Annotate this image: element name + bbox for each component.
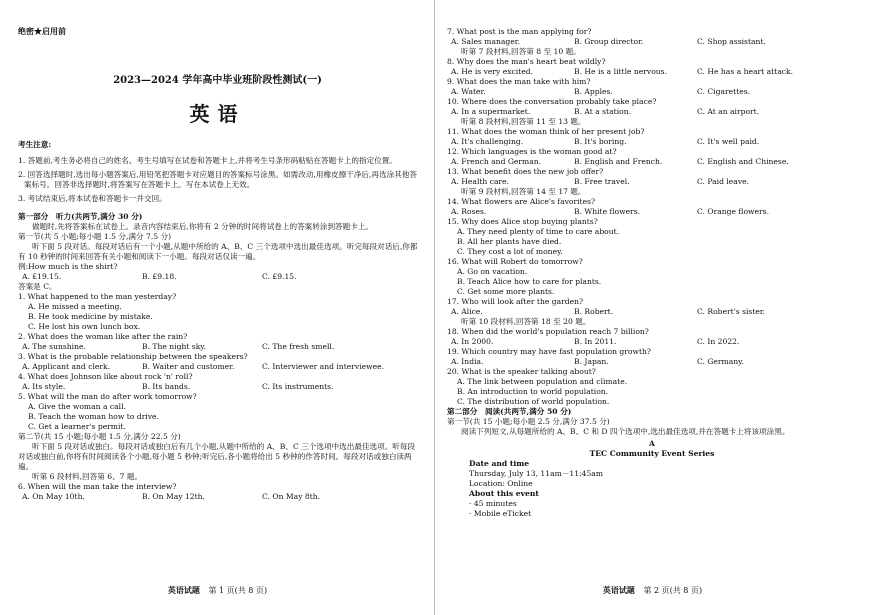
question-6: 6. When will the man take the interview? — [18, 482, 177, 491]
option-a: A. He missed a meeting. — [28, 302, 122, 311]
page2-footer — [435, 585, 870, 596]
option-c: C. Robert's sister. — [697, 307, 766, 316]
option-b: B. Its bands. — [142, 382, 191, 391]
footer-label: 英语试题 — [602, 585, 635, 595]
question-13: 13. What benefit does the new job offer? — [447, 167, 604, 176]
option-b: B. Teach Alice how to care for plants. — [457, 277, 602, 286]
option-c: C. English and Chinese. — [697, 157, 789, 166]
option-a: A. Give the woman a call. — [28, 402, 126, 411]
part2-heading: 第二部分 阅读(共两节,满分 50 分) — [447, 407, 572, 416]
option-b: B. In 2011. — [574, 337, 617, 346]
option-b: B. An introduction to world population. — [457, 387, 609, 396]
option-a: A. Roses. — [451, 207, 487, 216]
option-a: A. India. — [451, 357, 484, 366]
option-b: B. English and French. — [574, 157, 663, 166]
option-c: C. Cigarettes. — [697, 87, 751, 96]
option-c: C. Its instruments. — [262, 382, 334, 391]
option-c: C. Shop assistant. — [697, 37, 766, 46]
option-c: C. The distribution of world population. — [457, 397, 610, 406]
part1-intro: 做题时,先将答案标在试卷上。录音内容结束后,你将有 2 分钟的时间将试卷上的答案转涂到答题卡上。 — [32, 222, 374, 231]
question-2: 2. What does the woman like after the rain? — [18, 332, 188, 341]
page1-body — [18, 140, 418, 502]
option-a: A. Applicant and clerk. — [22, 362, 111, 371]
question-19: 19. Which country may have fast population growth? — [447, 347, 651, 356]
option-c: C. In 2022. — [697, 337, 740, 346]
option-a: A. Alice. — [451, 307, 483, 316]
option-c: C. They cost a lot of money. — [457, 247, 563, 256]
option-a: A. In 2000. — [451, 337, 494, 346]
subject-title: 英语 — [189, 102, 246, 126]
option-a: A. He is very excited. — [451, 67, 533, 76]
option-c: C. He has a heart attack. — [697, 67, 794, 76]
option-c: C. £9.15. — [262, 272, 297, 281]
footer-page: 第 2 页(共 8 页) — [643, 586, 703, 595]
option-b: B. He is a little nervous. — [574, 67, 667, 76]
option-c: C. He lost his own lunch box. — [28, 322, 141, 331]
option-c: C. Germany. — [697, 357, 744, 366]
question-4: 4. What does Johnson like about rock 'n' roll? — [18, 372, 193, 381]
exam-title: 2023—2024 学年高中毕业班阶段性测试(一) — [113, 75, 322, 86]
note-2: 2. 回答选择题时,选出每小题答案后,用铅笔把答题卡对应题目的答案标号涂黑。如需改动,用橡皮擦干净后,再选涂其他答案标号。回答非选择题时,将答案写在答题卡上。写在本试卷上无效。 — [18, 170, 417, 189]
question-4-options — [18, 382, 418, 392]
material-9-instruction: 听第 9 段材料,回答第 14 至 17 题。 — [461, 187, 586, 196]
question-3-options — [18, 362, 418, 372]
material-6-instruction: 听第 6 段材料,回答第 6、7 题。 — [32, 472, 143, 481]
exam-page-2 — [435, 0, 870, 615]
option-b: B. It's boring. — [574, 137, 627, 146]
option-b: B. Group director. — [574, 37, 644, 46]
question-6-options — [18, 492, 418, 502]
option-b: B. Japan. — [574, 357, 609, 366]
question-8: 8. Why does the man's heart beat wildly? — [447, 57, 606, 66]
part1-heading: 第一部分 听力(共两节,满分 30 分) — [18, 212, 143, 221]
sec2-intro: 听下面 5 段对话或独白。每段对话或独白后有几个小题,从题中所给的 A、B、C 三个选项中选出最佳选项。听每段对话或独白前,你将有时间阅读各个小题,每小题 5 秒钟;听完后,各小题将给出 5 秒钟的作答时间。每段对话或独白读两遍。 — [18, 442, 416, 471]
question-7: 7. What post is the man applying for? — [447, 27, 592, 36]
page1-footer — [0, 585, 435, 596]
note-1: 1. 答题前,考生务必将自己的姓名、考生号填写在试卷和答题卡上,并将考生号条形码粘贴在答题卡上的指定位置。 — [18, 156, 397, 165]
location-text: Location: Online — [469, 479, 533, 488]
option-a: A. Its style. — [22, 382, 66, 391]
option-b: B. At a station. — [574, 107, 631, 116]
option-c: C. Get some more plants. — [457, 287, 555, 296]
question-9: 9. What does the man take with him? — [447, 77, 591, 86]
option-b: B. Free travel. — [574, 177, 630, 186]
passage-title: TEC Community Event Series — [589, 449, 715, 458]
option-b: B. £9.18. — [142, 272, 177, 281]
material-8-instruction: 听第 8 段材料,回答第 11 至 13 题。 — [461, 117, 586, 126]
question-10-options — [447, 107, 857, 117]
option-a: A. Go on vacation. — [457, 267, 528, 276]
option-a: A. They need plenty of time to care about. — [457, 227, 620, 236]
option-a: A. In a supermarket. — [451, 107, 531, 116]
option-a: A. £19.15. — [22, 272, 62, 281]
option-b: B. The night sky. — [142, 342, 207, 351]
question-1: 1. What happened to the man yesterday? — [18, 292, 177, 301]
note-3: 3. 考试结束后,将本试卷和答题卡一并交回。 — [18, 194, 167, 203]
material-10-instruction: 听第 10 段材料,回答第 18 至 20 题。 — [461, 317, 591, 326]
about-heading: About this event — [469, 489, 539, 498]
option-c: C. Interviewer and interviewee. — [262, 362, 384, 371]
question-17: 17. Who will look after the garden? — [447, 297, 584, 306]
passage-letter: A — [649, 439, 655, 448]
material-7-instruction: 听第 7 段材料,回答第 8 至 10 题。 — [461, 47, 581, 56]
question-18-options — [447, 337, 857, 347]
option-a: A. On May 10th. — [22, 492, 85, 501]
sec2-heading: 第二节(共 15 小题;每小题 1.5 分,满分 22.5 分) — [18, 432, 181, 441]
question-2-options — [18, 342, 418, 352]
option-b: B. All her plants have died. — [457, 237, 562, 246]
date-text: Thursday, July 13, 11am－11:45am — [469, 469, 604, 478]
option-a: A. Water. — [451, 87, 486, 96]
option-b: B. White flowers. — [574, 207, 641, 216]
question-18: 18. When did the world's population reach 7 billion? — [447, 327, 649, 336]
question-10: 10. Where does the conversation probably take place? — [447, 97, 657, 106]
question-12: 12. Which languages is the woman good at? — [447, 147, 617, 156]
question-15: 15. Why does Alice stop buying plants? — [447, 217, 598, 226]
option-a: A. It's challenging. — [451, 137, 524, 146]
option-c: C. On May 8th. — [262, 492, 321, 501]
question-14-options — [447, 207, 857, 217]
question-17-options — [447, 307, 857, 317]
question-7-options — [447, 37, 857, 47]
question-3: 3. What is the probable relationship between the speakers? — [18, 352, 248, 361]
option-b: B. Apples. — [574, 87, 613, 96]
notes-heading: 考生注意: — [18, 140, 52, 149]
question-20: 20. What is the speaker talking about? — [447, 367, 596, 376]
sec1-heading: 第一节(共 5 小题;每小题 1.5 分,满分 7.5 分) — [18, 232, 172, 241]
part2-sec1-heading: 第一节(共 15 小题;每小题 2.5 分,满分 37.5 分) — [447, 417, 610, 426]
question-13-options — [447, 177, 857, 187]
footer-page: 第 1 页(共 8 页) — [208, 586, 268, 595]
footer-label: 英语试题 — [167, 585, 200, 595]
option-c: C. Orange flowers. — [697, 207, 769, 216]
option-a: A. Sales manager. — [451, 37, 520, 46]
option-b: B. Teach the woman how to drive. — [28, 412, 159, 421]
question-8-options — [447, 67, 857, 77]
option-a: A. The sunshine. — [22, 342, 86, 351]
question-14: 14. What flowers are Alice's favorites? — [447, 197, 596, 206]
example-options — [18, 272, 418, 282]
option-c: C. It's well paid. — [697, 137, 760, 146]
option-a: A. The link between population and climate. — [457, 377, 628, 386]
question-9-options — [447, 87, 857, 97]
option-b: B. On May 12th. — [142, 492, 205, 501]
question-12-options — [447, 157, 857, 167]
sec1-intro: 听下面 5 段对话。每段对话后有一个小题,从题中所给的 A、B、C 三个选项中选出最佳选项。听完每段对话后,你都有 10 秒钟的时间来回答有关小题和阅读下一小题。每段对话仅读一遍。 — [18, 242, 418, 261]
question-11-options — [447, 137, 857, 147]
question-16: 16. What will Robert do tomorrow? — [447, 257, 583, 266]
option-c: C. The fresh smell. — [262, 342, 335, 351]
option-c: C. Paid leave. — [697, 177, 750, 186]
example-answer: 答案是 C。 — [18, 282, 57, 291]
question-11: 11. What does the woman think of her present job? — [447, 127, 645, 136]
option-b: B. He took medicine by mistake. — [28, 312, 153, 321]
option-c: C. At an airport. — [697, 107, 760, 116]
date-heading: Date and time — [469, 459, 530, 468]
about-item: · Mobile eTicket — [469, 509, 532, 518]
option-b: B. Waiter and customer. — [142, 362, 235, 371]
secret-mark: 绝密★启用前 — [18, 26, 66, 36]
page2-body — [447, 27, 857, 519]
option-c: C. Get a learner's permit. — [28, 422, 126, 431]
example-question: 例:How much is the shirt? — [18, 262, 118, 271]
about-item: · 45 minutes — [469, 499, 517, 508]
part2-intro: 阅读下列短文,从每题所给的 A、B、C 和 D 四个选项中,选出最佳选项,并在答题卡上将该项涂黑。 — [461, 427, 790, 436]
option-b: B. Robert. — [574, 307, 614, 316]
question-19-options — [447, 357, 857, 367]
option-a: A. French and German. — [451, 157, 542, 166]
option-a: A. Health care. — [451, 177, 510, 186]
question-5: 5. What will the man do after work tomorrow? — [18, 392, 197, 401]
